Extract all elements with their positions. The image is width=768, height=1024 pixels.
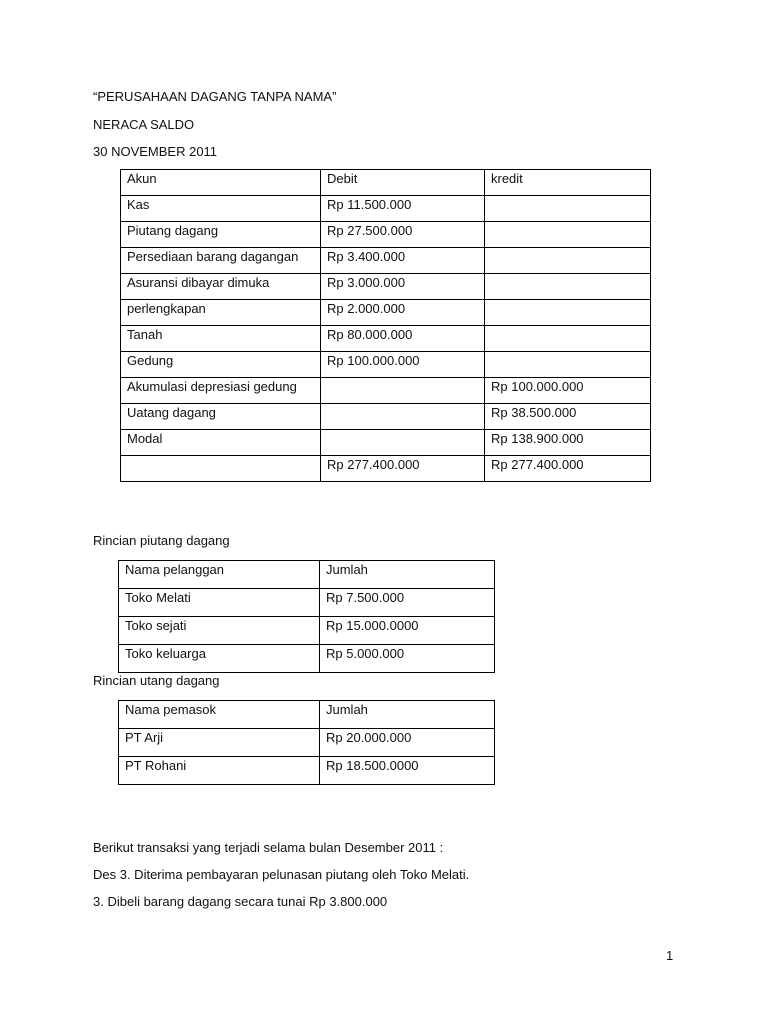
account-cell: Persediaan barang dagangan bbox=[121, 248, 321, 274]
debit-cell: Rp 80.000.000 bbox=[321, 326, 485, 352]
amount-cell: Rp 20.000.000 bbox=[320, 729, 495, 757]
amount-cell: Rp 18.500.0000 bbox=[320, 757, 495, 785]
debit-cell bbox=[321, 430, 485, 456]
company-title: “PERUSAHAAN DAGANG TANPA NAMA” bbox=[93, 89, 337, 104]
table-row bbox=[119, 617, 495, 645]
debit-total-cell: Rp 277.400.000 bbox=[321, 456, 485, 482]
table-row bbox=[121, 300, 651, 326]
credit-cell bbox=[485, 248, 651, 274]
amount-cell: Rp 5.000.000 bbox=[320, 645, 495, 673]
credit-cell bbox=[485, 274, 651, 300]
table-header-row bbox=[119, 701, 495, 729]
table-row bbox=[119, 757, 495, 785]
table-row bbox=[121, 430, 651, 456]
customer-cell: Toko Melati bbox=[119, 589, 320, 617]
credit-cell bbox=[485, 352, 651, 378]
transaction-item: 3. Dibeli barang dagang secara tunai Rp 3.800.000 bbox=[93, 894, 388, 909]
column-header-nama-pemasok: Nama pemasok bbox=[119, 701, 320, 729]
debit-cell bbox=[321, 378, 485, 404]
credit-cell bbox=[485, 196, 651, 222]
customer-cell: Toko keluarga bbox=[119, 645, 320, 673]
piutang-title: Rincian piutang dagang bbox=[93, 533, 230, 548]
account-cell: Akumulasi depresiasi gedung bbox=[121, 378, 321, 404]
table-row bbox=[121, 404, 651, 430]
account-cell: Asuransi dibayar dimuka bbox=[121, 274, 321, 300]
report-date: 30 NOVEMBER 2011 bbox=[93, 144, 218, 159]
piutang-table bbox=[118, 560, 495, 673]
account-cell: Kas bbox=[121, 196, 321, 222]
supplier-cell: PT Arji bbox=[119, 729, 320, 757]
page-number: 1 bbox=[666, 948, 674, 963]
transaction-item: Des 3. Diterima pembayaran pelunasan piutang oleh Toko Melati. bbox=[93, 867, 470, 882]
column-header-debit: Debit bbox=[321, 170, 485, 196]
table-row bbox=[121, 326, 651, 352]
credit-cell bbox=[485, 222, 651, 248]
debit-cell bbox=[321, 404, 485, 430]
account-cell: Modal bbox=[121, 430, 321, 456]
account-cell bbox=[121, 456, 321, 482]
table-row bbox=[121, 248, 651, 274]
debit-cell: Rp 11.500.000 bbox=[321, 196, 485, 222]
credit-cell: Rp 38.500.000 bbox=[485, 404, 651, 430]
credit-cell: Rp 138.900.000 bbox=[485, 430, 651, 456]
column-header-kredit: kredit bbox=[485, 170, 651, 196]
supplier-cell: PT Rohani bbox=[119, 757, 320, 785]
table-row bbox=[121, 222, 651, 248]
credit-cell bbox=[485, 300, 651, 326]
amount-cell: Rp 7.500.000 bbox=[320, 589, 495, 617]
utang-table bbox=[118, 700, 495, 785]
table-row bbox=[121, 378, 651, 404]
account-cell: Uatang dagang bbox=[121, 404, 321, 430]
credit-cell bbox=[485, 326, 651, 352]
debit-cell: Rp 3.400.000 bbox=[321, 248, 485, 274]
credit-cell: Rp 100.000.000 bbox=[485, 378, 651, 404]
customer-cell: Toko sejati bbox=[119, 617, 320, 645]
table-row bbox=[119, 645, 495, 673]
amount-cell: Rp 15.000.0000 bbox=[320, 617, 495, 645]
table-row bbox=[121, 196, 651, 222]
table-row bbox=[119, 589, 495, 617]
account-cell: Gedung bbox=[121, 352, 321, 378]
account-cell: Tanah bbox=[121, 326, 321, 352]
column-header-akun: Akun bbox=[121, 170, 321, 196]
table-row bbox=[121, 352, 651, 378]
table-row bbox=[121, 274, 651, 300]
debit-cell: Rp 3.000.000 bbox=[321, 274, 485, 300]
debit-cell: Rp 27.500.000 bbox=[321, 222, 485, 248]
column-header-nama-pelanggan: Nama pelanggan bbox=[119, 561, 320, 589]
transaction-intro: Berikut transaksi yang terjadi selama bulan Desember 2011 : bbox=[93, 840, 444, 855]
debit-cell: Rp 2.000.000 bbox=[321, 300, 485, 326]
account-cell: Piutang dagang bbox=[121, 222, 321, 248]
credit-total-cell: Rp 277.400.000 bbox=[485, 456, 651, 482]
neraca-saldo-table bbox=[120, 169, 651, 482]
table-row bbox=[119, 729, 495, 757]
utang-title: Rincian utang dagang bbox=[93, 673, 220, 688]
table-header-row bbox=[121, 170, 651, 196]
total-row bbox=[121, 456, 651, 482]
account-cell: perlengkapan bbox=[121, 300, 321, 326]
column-header-jumlah: Jumlah bbox=[320, 561, 495, 589]
debit-cell: Rp 100.000.000 bbox=[321, 352, 485, 378]
report-title: NERACA SALDO bbox=[93, 117, 195, 132]
table-header-row bbox=[119, 561, 495, 589]
column-header-jumlah: Jumlah bbox=[320, 701, 495, 729]
